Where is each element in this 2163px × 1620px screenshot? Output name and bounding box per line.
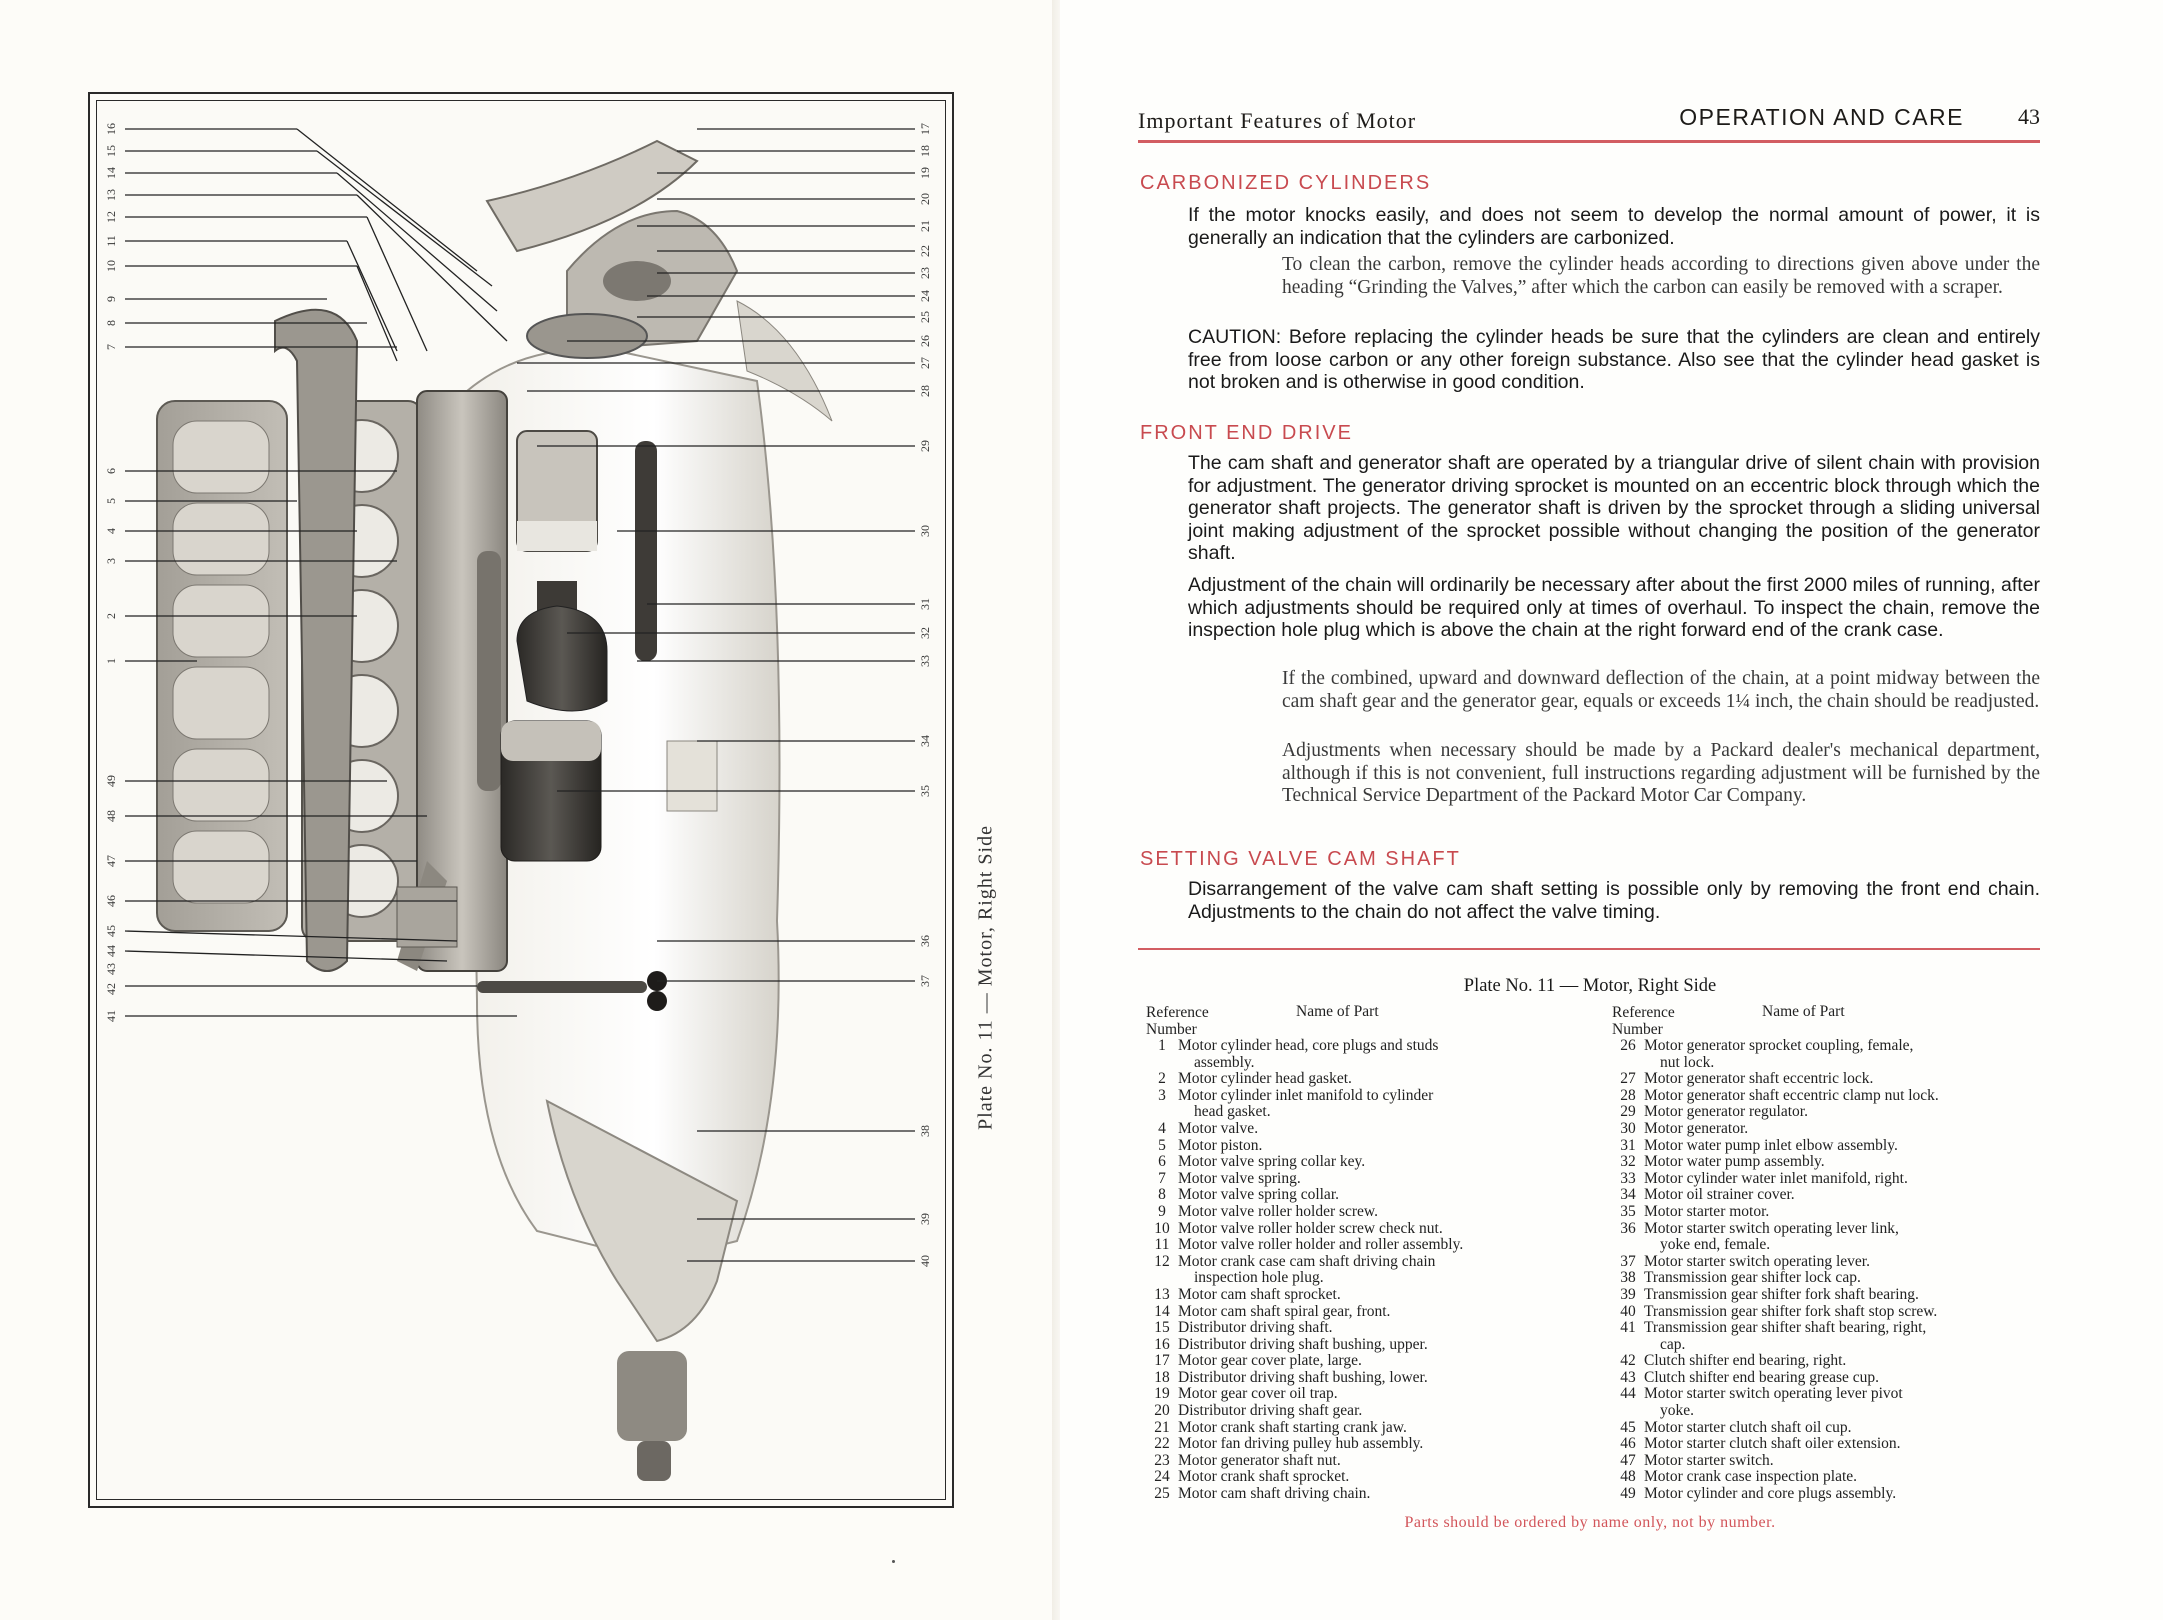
table-row xyxy=(1146,1386,1579,1403)
callout-right: 38 xyxy=(918,1125,932,1137)
ref-header: Reference Number xyxy=(1612,1004,1675,1038)
callout-right: 32 xyxy=(918,627,932,639)
part-number: 24 xyxy=(1154,1468,1170,1486)
callout-right: 23 xyxy=(918,267,932,279)
part-name xyxy=(1178,1154,1579,1171)
callout-left: 5 xyxy=(104,498,118,504)
table-row xyxy=(1146,1138,1579,1155)
part-number: 14 xyxy=(1154,1302,1170,1320)
part-name xyxy=(1178,1121,1579,1138)
table-row xyxy=(1612,1088,2044,1105)
table-row xyxy=(1612,1453,2044,1470)
part-number: 41 xyxy=(1620,1319,1636,1337)
callout-left: 11 xyxy=(104,235,118,247)
callout-right: 26 xyxy=(918,335,932,347)
callout-right: 18 xyxy=(918,145,932,157)
table-row xyxy=(1146,1486,1579,1503)
table-row xyxy=(1146,1088,1579,1121)
part-name xyxy=(1178,1453,1579,1470)
table-row xyxy=(1612,1386,2044,1419)
table-row xyxy=(1612,1420,2044,1437)
callout-right: 37 xyxy=(918,975,932,987)
part-number: 7 xyxy=(1158,1169,1166,1187)
part-name-text: Motor starter clutch shaft oiler extension. xyxy=(1644,1435,1901,1453)
part-number: 29 xyxy=(1620,1103,1636,1121)
table-row xyxy=(1612,1071,2044,1088)
part-name-text: Distributor driving shaft gear. xyxy=(1178,1402,1363,1420)
plate-frame xyxy=(88,92,954,1508)
part-name xyxy=(1178,1353,1579,1370)
part-name-text: Motor generator shaft eccentric clamp nut lock. xyxy=(1644,1086,1939,1104)
callout-left: 8 xyxy=(104,320,118,326)
part-number: 37 xyxy=(1620,1252,1636,1270)
table-row xyxy=(1612,1038,2044,1071)
part-name-text: Motor starter switch operating lever pivot xyxy=(1644,1385,1903,1403)
part-number: 28 xyxy=(1620,1086,1636,1104)
callout-right: 28 xyxy=(918,385,932,397)
left-page xyxy=(0,0,1060,1620)
callout-right: 29 xyxy=(918,440,932,452)
callout-left: 41 xyxy=(104,1010,118,1022)
part-name xyxy=(1644,1304,2044,1321)
part-number: 32 xyxy=(1620,1153,1636,1171)
part-name xyxy=(1644,1154,2044,1171)
callout-left: 49 xyxy=(104,775,118,787)
callout-left: 44 xyxy=(104,945,118,957)
part-name xyxy=(1178,1071,1579,1088)
part-name-text: Motor oil strainer cover. xyxy=(1644,1186,1795,1204)
callout-left: 12 xyxy=(104,211,118,223)
part-name-text: Motor gear cover oil trap. xyxy=(1178,1385,1338,1403)
engine-illustration xyxy=(97,101,943,1497)
part-name xyxy=(1178,1088,1579,1121)
table-rule xyxy=(1138,948,2040,950)
callout-left: 2 xyxy=(104,613,118,619)
callout-right: 36 xyxy=(918,935,932,947)
callout-left: 15 xyxy=(104,145,118,157)
section-heading-valve-cam: SETTING VALVE CAM SHAFT xyxy=(1140,848,1461,870)
callout-right: 35 xyxy=(918,785,932,797)
table-row xyxy=(1612,1270,2044,1287)
part-name xyxy=(1644,1171,2044,1188)
table-row xyxy=(1612,1469,2044,1486)
table-row xyxy=(1612,1121,2044,1138)
part-name xyxy=(1644,1121,2044,1138)
table-row xyxy=(1146,1071,1579,1088)
part-number: 25 xyxy=(1154,1485,1170,1503)
parts-column-2 xyxy=(1612,1004,2044,1503)
part-name xyxy=(1644,1104,2044,1121)
part-name-text: Motor generator shaft eccentric lock. xyxy=(1644,1070,1874,1088)
paragraph: To clean the carbon, remove the cylinder heads according to directions given above under the heading “Grinding the Valves,” after which the carbon can easily be removed with a scraper. xyxy=(1282,254,2040,298)
name-header: Name of Part xyxy=(1296,1003,1379,1020)
table-row xyxy=(1146,1353,1579,1370)
table-row xyxy=(1612,1486,2044,1503)
part-name xyxy=(1178,1204,1579,1221)
callout-left: 3 xyxy=(104,558,118,564)
parts-table-title: Plate No. 11 — Motor, Right Side xyxy=(1463,976,1717,996)
table-row xyxy=(1612,1104,2044,1121)
part-name-continuation: inspection hole plug. xyxy=(1194,1269,1324,1287)
part-name xyxy=(1644,1436,2044,1453)
table-row xyxy=(1612,1171,2044,1188)
section-heading-front-end-drive: FRONT END DRIVE xyxy=(1140,422,1353,444)
table-row xyxy=(1146,1204,1579,1221)
table-row xyxy=(1612,1370,2044,1387)
paragraph-caution: CAUTION: Before replacing the cylinder heads be sure that the cylinders are clean and entirely free from loose carbon or any other foreign substance. Also see that the cylinder head gasket is not broken and is otherwise in good condition. xyxy=(1188,326,2040,393)
part-name xyxy=(1178,1486,1579,1503)
part-number: 23 xyxy=(1154,1451,1170,1469)
part-name-text: Motor cylinder and core plugs assembly. xyxy=(1644,1485,1897,1503)
table-row xyxy=(1146,1237,1579,1254)
table-row xyxy=(1612,1187,2044,1204)
part-number: 27 xyxy=(1620,1070,1636,1088)
part-name-text: Motor cam shaft sprocket. xyxy=(1178,1285,1341,1303)
part-name xyxy=(1644,1287,2044,1304)
part-name-text: Distributor driving shaft. xyxy=(1178,1319,1333,1337)
parts-rows xyxy=(1146,1038,1579,1503)
callout-right: 25 xyxy=(918,311,932,323)
part-name-text: Distributor driving shaft bushing, lower. xyxy=(1178,1368,1428,1386)
part-number: 46 xyxy=(1620,1435,1636,1453)
part-number: 12 xyxy=(1154,1252,1170,1270)
part-name xyxy=(1178,1386,1579,1403)
table-row xyxy=(1612,1304,2044,1321)
table-row xyxy=(1146,1370,1579,1387)
part-name xyxy=(1644,1270,2044,1287)
part-name xyxy=(1178,1138,1579,1155)
callout-left: 16 xyxy=(104,123,118,135)
parts-header xyxy=(1146,1004,1579,1038)
part-name xyxy=(1644,1386,2044,1419)
part-name xyxy=(1644,1254,2044,1271)
table-row xyxy=(1146,1121,1579,1138)
callout-left: 10 xyxy=(104,260,118,272)
callout-left: 9 xyxy=(104,296,118,302)
callout-left: 47 xyxy=(104,855,118,867)
part-number: 44 xyxy=(1620,1385,1636,1403)
part-name-text: Motor generator. xyxy=(1644,1119,1749,1137)
table-row xyxy=(1612,1254,2044,1271)
part-number: 9 xyxy=(1158,1202,1166,1220)
part-name-text: Motor cylinder inlet manifold to cylinder xyxy=(1178,1086,1434,1104)
part-name-text: Motor starter switch operating lever. xyxy=(1644,1252,1870,1270)
callout-left: 48 xyxy=(104,810,118,822)
part-number: 48 xyxy=(1620,1468,1636,1486)
part-name-text: Motor generator shaft nut. xyxy=(1178,1451,1341,1469)
table-row xyxy=(1146,1469,1579,1486)
part-number: 45 xyxy=(1620,1418,1636,1436)
part-number: 20 xyxy=(1154,1402,1170,1420)
part-name xyxy=(1644,1088,2044,1105)
callout-left: 43 xyxy=(104,963,118,975)
part-name-text: Transmission gear shifter fork shaft bearing. xyxy=(1644,1285,1919,1303)
part-name-text: Motor valve. xyxy=(1178,1119,1259,1137)
part-number: 4 xyxy=(1158,1119,1166,1137)
part-name xyxy=(1178,1436,1579,1453)
part-name xyxy=(1178,1304,1579,1321)
part-name xyxy=(1644,1138,2044,1155)
table-row xyxy=(1612,1436,2044,1453)
paragraph: Adjustments when necessary should be made by a Packard dealer's mechanical department, although if this is not convenient, full instructions regarding adjustment will be furnished by the Technical Service Department of the Packard Motor Car Company. xyxy=(1282,740,2040,806)
part-name-text: Transmission gear shifter lock cap. xyxy=(1644,1269,1861,1287)
part-name xyxy=(1178,1403,1579,1420)
part-name-text: Motor valve spring collar. xyxy=(1178,1186,1339,1204)
part-name-text: Motor crank shaft starting crank jaw. xyxy=(1178,1418,1407,1436)
paragraph: If the combined, upward and downward deflection of the chain, at a point midway between the cam shaft gear and the generator gear, equals or exceeds 1¼ inch, the chain should be readjusted. xyxy=(1282,668,2040,712)
part-name xyxy=(1644,1420,2044,1437)
part-number: 49 xyxy=(1620,1485,1636,1503)
callout-left: 46 xyxy=(104,895,118,907)
part-name-continuation: nut lock. xyxy=(1660,1053,1715,1071)
callout-left: 1 xyxy=(104,658,118,664)
part-number: 35 xyxy=(1620,1202,1636,1220)
part-number: 39 xyxy=(1620,1285,1636,1303)
part-name xyxy=(1178,1187,1579,1204)
part-name xyxy=(1644,1221,2044,1254)
part-name-text: Distributor driving shaft bushing, upper. xyxy=(1178,1335,1428,1353)
part-number: 1 xyxy=(1158,1037,1166,1054)
part-number: 13 xyxy=(1154,1285,1170,1303)
table-row xyxy=(1612,1320,2044,1353)
part-name xyxy=(1644,1469,2044,1486)
part-name-text: Motor valve roller holder and roller assembly. xyxy=(1178,1236,1464,1254)
part-name-text: Motor water pump inlet elbow assembly. xyxy=(1644,1136,1898,1154)
part-name-text: Motor starter switch operating lever link, xyxy=(1644,1219,1899,1237)
paragraph: The cam shaft and generator shaft are operated by a triangular drive of silent chain with provision for adjustment. The generator driving sprocket is mounted on an eccentric block through which the generator shaft projects. The generator shaft is driven by the sprocket through a sliding universal joint making adjustment of the sprocket possible without changing the position of the generator shaft. xyxy=(1188,452,2040,564)
running-head-right: OPERATION AND CARE xyxy=(1679,104,1964,130)
ref-header: Reference Number xyxy=(1146,1004,1209,1038)
part-name xyxy=(1178,1370,1579,1387)
part-name-continuation: assembly. xyxy=(1194,1053,1255,1071)
table-row xyxy=(1612,1138,2044,1155)
part-number: 21 xyxy=(1154,1418,1170,1436)
callout-right: 33 xyxy=(918,655,932,667)
table-row xyxy=(1146,1154,1579,1171)
part-number: 31 xyxy=(1620,1136,1636,1154)
part-name-text: Motor starter switch. xyxy=(1644,1451,1774,1469)
part-number: 26 xyxy=(1620,1037,1636,1054)
paragraph: If the motor knocks easily, and does not seem to develop the normal amount of power, it is generally an indication that the cylinders are carbonized. xyxy=(1188,204,2040,249)
part-number: 47 xyxy=(1620,1451,1636,1469)
part-name xyxy=(1644,1453,2044,1470)
table-row xyxy=(1146,1320,1579,1337)
part-name xyxy=(1644,1486,2044,1503)
callout-left: 14 xyxy=(104,167,118,179)
callout-right: 30 xyxy=(918,525,932,537)
part-name-text: Motor generator regulator. xyxy=(1644,1103,1808,1121)
callout-left: 45 xyxy=(104,925,118,937)
callout-right: 19 xyxy=(918,167,932,179)
callout-left: 4 xyxy=(104,528,118,534)
callout-right: 40 xyxy=(918,1255,932,1267)
part-name xyxy=(1644,1204,2044,1221)
part-name-continuation: head gasket. xyxy=(1194,1103,1271,1121)
table-row xyxy=(1146,1337,1579,1354)
part-name-text: Motor piston. xyxy=(1178,1136,1263,1154)
part-name-text: Transmission gear shifter shaft bearing, right, xyxy=(1644,1319,1927,1337)
part-number: 40 xyxy=(1620,1302,1636,1320)
part-name xyxy=(1178,1420,1579,1437)
part-name-text: Motor valve roller holder screw. xyxy=(1178,1202,1378,1220)
part-name-text: Motor generator sprocket coupling, female, xyxy=(1644,1037,1914,1054)
part-number: 33 xyxy=(1620,1169,1636,1187)
part-name xyxy=(1644,1353,2044,1370)
table-row xyxy=(1146,1038,1579,1071)
part-number: 3 xyxy=(1158,1086,1166,1104)
part-name xyxy=(1644,1038,2044,1071)
part-name xyxy=(1178,1221,1579,1238)
part-name-text: Motor crank case cam shaft driving chain xyxy=(1178,1252,1436,1270)
part-name-text: Motor starter clutch shaft oil cup. xyxy=(1644,1418,1852,1436)
callout-right: 22 xyxy=(918,245,932,257)
table-row xyxy=(1612,1154,2044,1171)
plate-illustration xyxy=(96,100,946,1500)
order-note: Parts should be ordered by name only, not by number. xyxy=(1404,1514,1776,1531)
table-row xyxy=(1146,1453,1579,1470)
part-number: 34 xyxy=(1620,1186,1636,1204)
part-name-text: Motor gear cover plate, large. xyxy=(1178,1352,1362,1370)
part-name-text: Clutch shifter end bearing, right. xyxy=(1644,1352,1847,1370)
part-number: 38 xyxy=(1620,1269,1636,1287)
part-name-text: Motor fan driving pulley hub assembly. xyxy=(1178,1435,1424,1453)
part-name-continuation: yoke end, female. xyxy=(1660,1236,1771,1254)
part-name xyxy=(1644,1071,2044,1088)
running-head xyxy=(1138,102,2040,138)
part-name xyxy=(1178,1337,1579,1354)
part-name-text: Motor valve spring. xyxy=(1178,1169,1301,1187)
part-number: 10 xyxy=(1154,1219,1170,1237)
part-number: 2 xyxy=(1158,1070,1166,1088)
callout-right: 21 xyxy=(918,220,932,232)
part-number: 36 xyxy=(1620,1219,1636,1237)
callout-right: 20 xyxy=(918,193,932,205)
table-row xyxy=(1146,1403,1579,1420)
callout-right: 34 xyxy=(918,735,932,747)
part-number: 43 xyxy=(1620,1368,1636,1386)
part-name xyxy=(1178,1254,1579,1287)
callout-left: 42 xyxy=(104,983,118,995)
part-number: 6 xyxy=(1158,1153,1166,1171)
table-row xyxy=(1146,1304,1579,1321)
callout-left: 6 xyxy=(104,468,118,474)
page-number: 43 xyxy=(2018,104,2040,129)
table-row xyxy=(1146,1436,1579,1453)
part-name-text: Motor cam shaft spiral gear, front. xyxy=(1178,1302,1391,1320)
table-row xyxy=(1612,1221,2044,1254)
part-name-text: Transmission gear shifter fork shaft stop screw. xyxy=(1644,1302,1938,1320)
table-row xyxy=(1612,1287,2044,1304)
callout-right: 17 xyxy=(918,123,932,135)
part-name xyxy=(1178,1287,1579,1304)
parts-header xyxy=(1612,1004,2044,1038)
table-row xyxy=(1146,1420,1579,1437)
part-name-text: Motor starter motor. xyxy=(1644,1202,1770,1220)
part-name-text: Motor cylinder water inlet manifold, right. xyxy=(1644,1169,1908,1187)
table-row xyxy=(1146,1254,1579,1287)
plate-caption-text: Plate No. 11 — Motor, Right Side xyxy=(974,825,997,1130)
part-number: 11 xyxy=(1154,1236,1170,1254)
name-header: Name of Part xyxy=(1762,1003,1845,1020)
part-name-text: Motor crank case inspection plate. xyxy=(1644,1468,1858,1486)
part-name xyxy=(1178,1171,1579,1188)
table-row xyxy=(1612,1353,2044,1370)
part-number: 19 xyxy=(1154,1385,1170,1403)
part-name xyxy=(1178,1469,1579,1486)
part-number: 15 xyxy=(1154,1319,1170,1337)
part-name xyxy=(1178,1320,1579,1337)
part-name-text: Motor crank shaft sprocket. xyxy=(1178,1468,1350,1486)
paragraph: Disarrangement of the valve cam shaft setting is possible only by removing the front end chain. Adjustments to the chain do not affect the valve timing. xyxy=(1188,878,2040,923)
part-name-continuation: yoke. xyxy=(1660,1402,1695,1420)
part-number: 17 xyxy=(1154,1352,1170,1370)
callout-right: 24 xyxy=(918,290,932,302)
print-speck xyxy=(892,1560,895,1563)
head-rule xyxy=(1138,140,2040,143)
part-name xyxy=(1644,1320,2044,1353)
part-name xyxy=(1178,1038,1579,1071)
table-row xyxy=(1146,1187,1579,1204)
part-name xyxy=(1644,1370,2044,1387)
part-number: 5 xyxy=(1158,1136,1166,1154)
part-name-text: Clutch shifter end bearing grease cup. xyxy=(1644,1368,1879,1386)
table-row xyxy=(1146,1171,1579,1188)
part-name-text: Motor valve roller holder screw check nut. xyxy=(1178,1219,1443,1237)
part-name-text: Motor water pump assembly. xyxy=(1644,1153,1825,1171)
section-heading-carbonized: CARBONIZED CYLINDERS xyxy=(1140,172,1432,194)
part-number: 30 xyxy=(1620,1119,1636,1137)
part-name xyxy=(1644,1187,2044,1204)
part-name-text: Motor valve spring collar key. xyxy=(1178,1153,1366,1171)
parts-rows xyxy=(1612,1038,2044,1503)
part-number: 16 xyxy=(1154,1335,1170,1353)
callout-right: 31 xyxy=(918,598,932,610)
paragraph: Adjustment of the chain will ordinarily be necessary after about the first 2000 miles of running, after which adjustments should be required only at times of overhaul. To inspect the chain, remove the inspection hole plug which is above the chain at the right forward end of the crank case. xyxy=(1188,574,2040,641)
part-number: 42 xyxy=(1620,1352,1636,1370)
running-head-left: Important Features of Motor xyxy=(1138,108,1417,133)
part-name-text: Motor cylinder head, core plugs and studs xyxy=(1178,1037,1439,1054)
callout-right: 39 xyxy=(918,1213,932,1225)
part-name-text: Motor cylinder head gasket. xyxy=(1178,1070,1352,1088)
callout-left: 7 xyxy=(104,344,118,350)
parts-column-1 xyxy=(1146,1004,1579,1503)
part-name-text: Motor cam shaft driving chain. xyxy=(1178,1485,1371,1503)
callout-right: 27 xyxy=(918,357,932,369)
table-row xyxy=(1612,1204,2044,1221)
part-number: 22 xyxy=(1154,1435,1170,1453)
table-row xyxy=(1146,1287,1579,1304)
part-name xyxy=(1178,1237,1579,1254)
part-number: 8 xyxy=(1158,1186,1166,1204)
callout-left: 13 xyxy=(104,189,118,201)
part-number: 18 xyxy=(1154,1368,1170,1386)
part-name-continuation: cap. xyxy=(1660,1335,1686,1353)
table-row xyxy=(1146,1221,1579,1238)
